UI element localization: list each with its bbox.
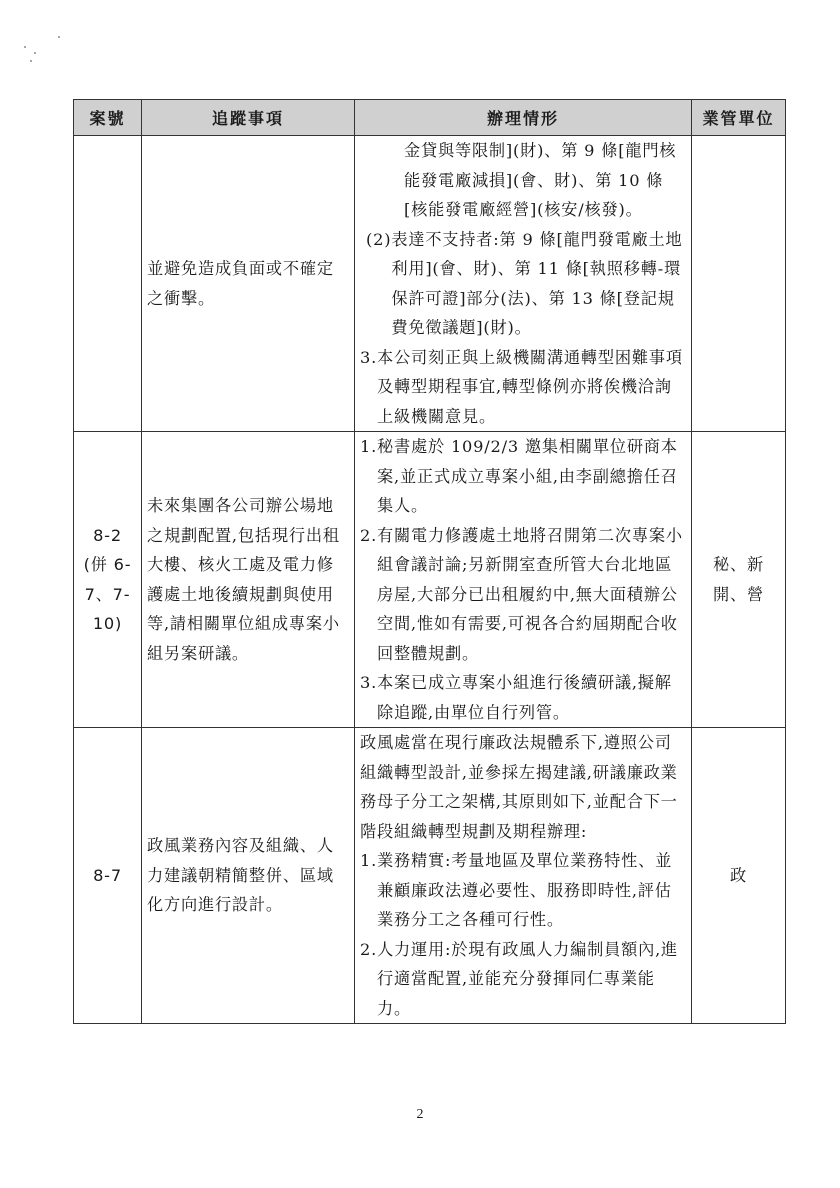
table-row <box>74 432 786 728</box>
handling-status-cell <box>355 136 692 432</box>
item-number: 3. <box>360 673 378 692</box>
tracking-table <box>73 99 786 1024</box>
item-number: 3. <box>360 347 378 367</box>
table-row <box>74 136 786 432</box>
handling-status-cell <box>355 728 692 1024</box>
item-number: 1. <box>360 437 378 456</box>
subitem-text: 表達不支持者:第 9 條[龍門發電廠土地利用](會、財)、第 11 條[執照移轉-環保許可證]部分(法)、第 13 條[登記規費免徵議題](財)。 <box>391 229 683 337</box>
tracking-item-text: 未來集團各公司辦公場地之規劃配置,包括現行出租大樓、核火工處及電力修護處土地後續規劃與使用等,請相關單位組成專案小組另案研議。 <box>147 496 340 663</box>
status-item <box>360 521 686 669</box>
tracking-item-text: 並避免造成負面或不確定之衝擊。 <box>147 259 334 308</box>
subitem-number: (2) <box>366 229 392 249</box>
tracking-item-cell <box>142 136 355 432</box>
unit-cell <box>692 136 786 432</box>
item-text: 人力運用:於現有政風人力編制員額內,進行適當配置,並能充分發揮同仁專業能力。 <box>377 939 679 1018</box>
status-subitem <box>360 225 686 343</box>
scan-specks <box>22 36 62 76</box>
case-no-cell <box>74 136 142 432</box>
item-number: 1. <box>360 851 378 870</box>
page-number: 2 <box>416 1107 424 1122</box>
item-number: 2. <box>360 939 378 959</box>
header-case-no: 案號 <box>74 100 142 136</box>
unit-cell: 秘、新開、營 <box>692 432 786 728</box>
tracking-item-cell <box>142 728 355 1024</box>
status-item <box>360 432 686 521</box>
tracking-item-cell <box>142 432 355 728</box>
handling-status-cell <box>355 432 692 728</box>
item-number: 2. <box>360 525 378 545</box>
unit-cell: 政 <box>692 728 786 1024</box>
status-item <box>360 668 686 727</box>
table-header-row <box>74 100 786 136</box>
header-responsible-unit: 業管單位 <box>692 100 786 136</box>
case-no-cell: 8-2 (併 6-7、7-10) <box>74 432 142 728</box>
item-text: 本案已成立專案小組進行後續研議,擬解除追蹤,由單位自行列管。 <box>377 673 672 722</box>
status-item <box>360 343 686 432</box>
status-item <box>360 935 686 1024</box>
header-handling-status: 辦理情形 <box>355 100 692 136</box>
table-row <box>74 728 786 1024</box>
item-text: 有關電力修護處土地將召開第二次專案小組會議討論;另新開室查所管大台北地區房屋,大部分已出租履約中,無大面積辦公空間,惟如有需要,可視各合約屆期配合收回整體規劃。 <box>377 525 683 663</box>
status-item <box>360 846 686 935</box>
item-text: 本公司刻正與上級機關溝通轉型困難事項及轉型期程事宜,轉型條例亦將俟機洽詢上級機關意見。 <box>377 347 683 426</box>
item-text: 秘書處於 109/2/3 邀集相關單位研商本案,並正式成立專案小組,由李副總擔任召集人。 <box>377 437 678 515</box>
status-intro-text: 政風處當在現行廉政法規體系下,遵照公司組織轉型設計,並參採左揭建議,研議廉政業務母子分工之架構,其原則如下,並配合下一階段組織轉型規劃及期程辦理: <box>360 733 678 841</box>
tracking-item-text: 政風業務內容及組織、人力建議朝精簡整併、區域化方向進行設計。 <box>147 836 334 915</box>
case-no-cell: 8-7 <box>74 728 142 1024</box>
header-tracking-item: 追蹤事項 <box>142 100 355 136</box>
item-text: 業務精實:考量地區及單位業務特性、並兼顧廉政法遵必要性、服務即時性,評估業務分工之各種可行性。 <box>377 851 673 929</box>
status-continued-text: 金貸與等限制](財)、第 9 條[龍門核能發電廠減損](會、財)、第 10 條[核能發電廠經營](核安/核發)。 <box>404 141 677 219</box>
